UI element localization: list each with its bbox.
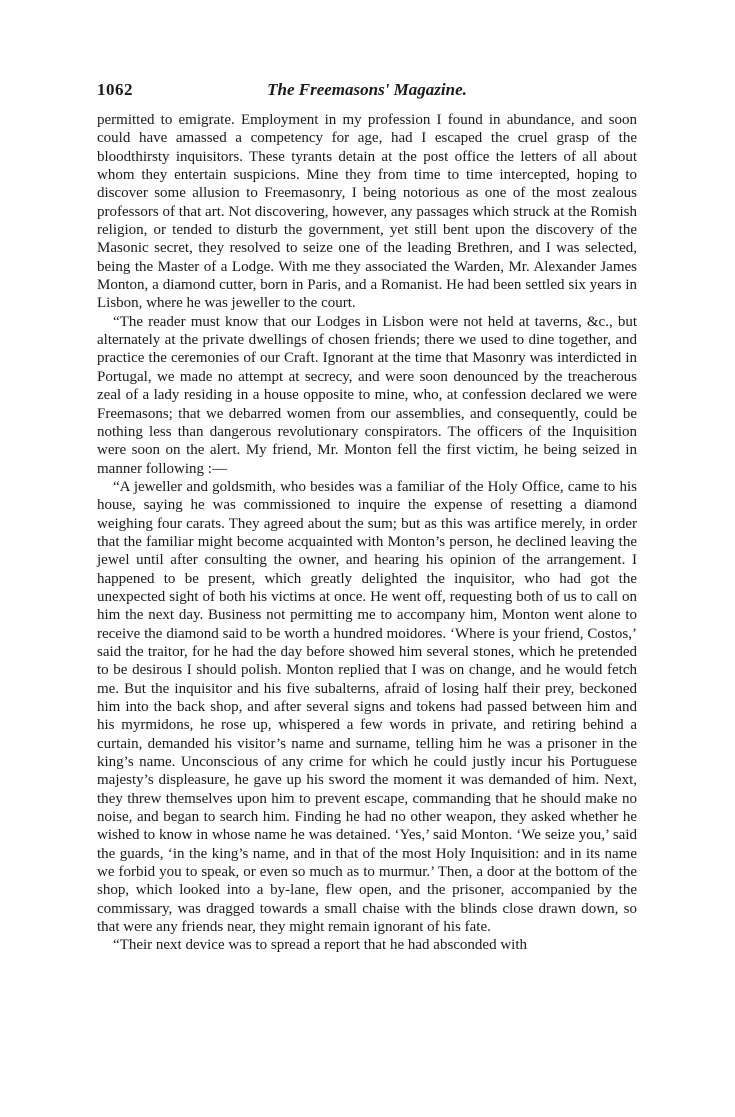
paragraph: “Their next device was to spread a report that he had absconded with (113, 937, 528, 954)
paragraph: “The reader must know that our Lodges in Lisbon were not held at taverns, &c., but alternately at the private dwellings of chosen friends; there we used to dine together, and practice the ceremonies of our Craft. Ignorant at the time that Masonry was interdicted in Portugal, we made no attempt at secrecy, and were soon denounced by the treacherous zeal of a lady residing in a house opposite to mine, who, at confession declared we were Freemasons; that we debarred women from our assemblies, and consequently, could be nothing less than dangerous revolutionary conspirators. The officers of the Inquisition were soon on the alert. My friend, Mr. Monton fell the first victim, he being seized in manner following :— (97, 313, 637, 477)
article-body (97, 111, 637, 955)
page-header (97, 78, 637, 108)
running-title: The Freemasons' Magazine. (267, 80, 467, 99)
page-number: 1062 (97, 80, 133, 99)
paragraph: “A jeweller and goldsmith, who besides was a familiar of the Holy Office, came to his house, saying he was commissioned to inquire the expense of resetting a diamond weighing four carats. They agreed about the sum; but as this was artifice merely, in order that the familiar might become acquainted with Monton’s person, he declined leaving the jewel until after consulting the owner, and hearing his opinion of the arrangement. I happened to be present, which greatly delighted the inquisitor, who had got the unexpected sight of both his victims at once. He went off, requesting both of us to call on him the next day. Business not permitting me to accompany him, Monton went alone to receive the diamond said to be worth a hundred moidores. ‘Where is your friend, Costos,’ said the traitor, for he had the day before showed him several stones, which he pretended to be desirous I should polish. Monton replied that I was on change, and he would fetch me. But the inquisitor and his five subalterns, afraid of losing half their prey, beckoned him into the back shop, and after several signs and tokens had passed between him and his myrmidons, he rose up, whispered a few words in private, and retiring behind a curtain, demanded his visitor’s name and surname, telling him he was a prisoner in the king’s name. Unconscious of any crime for which he could justly incur his Portuguese majesty’s displeasure, he gave up his sword the moment it was demanded of him. Next, they threw themselves upon him to prevent escape, commanding that he should make no noise, and began to search him. Finding he had no other weapon, they asked whether he wished to know in whose name he was detained. ‘Yes,’ said Monton. ‘We seize you,’ said the guards, ‘in the king’s name, and in that of the most Holy Inquisition: and in its name we forbid you to speak, or even so much as to murmur.’ Then, a door at the bottom of the shop, which looked into a by-lane, flew open, and the prisoner, accompanied by the commissary, was dragged towards a small chaise with the blinds close drawn down, so that were any friends near, they might remain ignorant of his fate. (97, 478, 637, 936)
paragraph: permitted to emigrate. Employment in my profession I found in abundance, and soon could have amassed a competency for age, had I escaped the cruel grasp of the bloodthirsty inquisitors. These tyrants detain at the post office the letters of all about whom they entertain suspicions. Mine they from time to time intercepted, hoping to discover some allusion to Freemasonry, I being notorious as one of the most zealous professors of that art. Not discovering, however, any passages which struck at the Romish religion, or tended to disturb the government, yet still bent upon the discovery of the Masonic secret, they resolved to seize one of the leading Brethren, and I was selected, being the Master of a Lodge. With me they associated the Warden, Mr. Alexander James Monton, a diamond cutter, born in Paris, and a Romanist. He had been settled six years in Lisbon, where he was jeweller to the court. (97, 112, 637, 312)
magazine-page (97, 78, 637, 955)
